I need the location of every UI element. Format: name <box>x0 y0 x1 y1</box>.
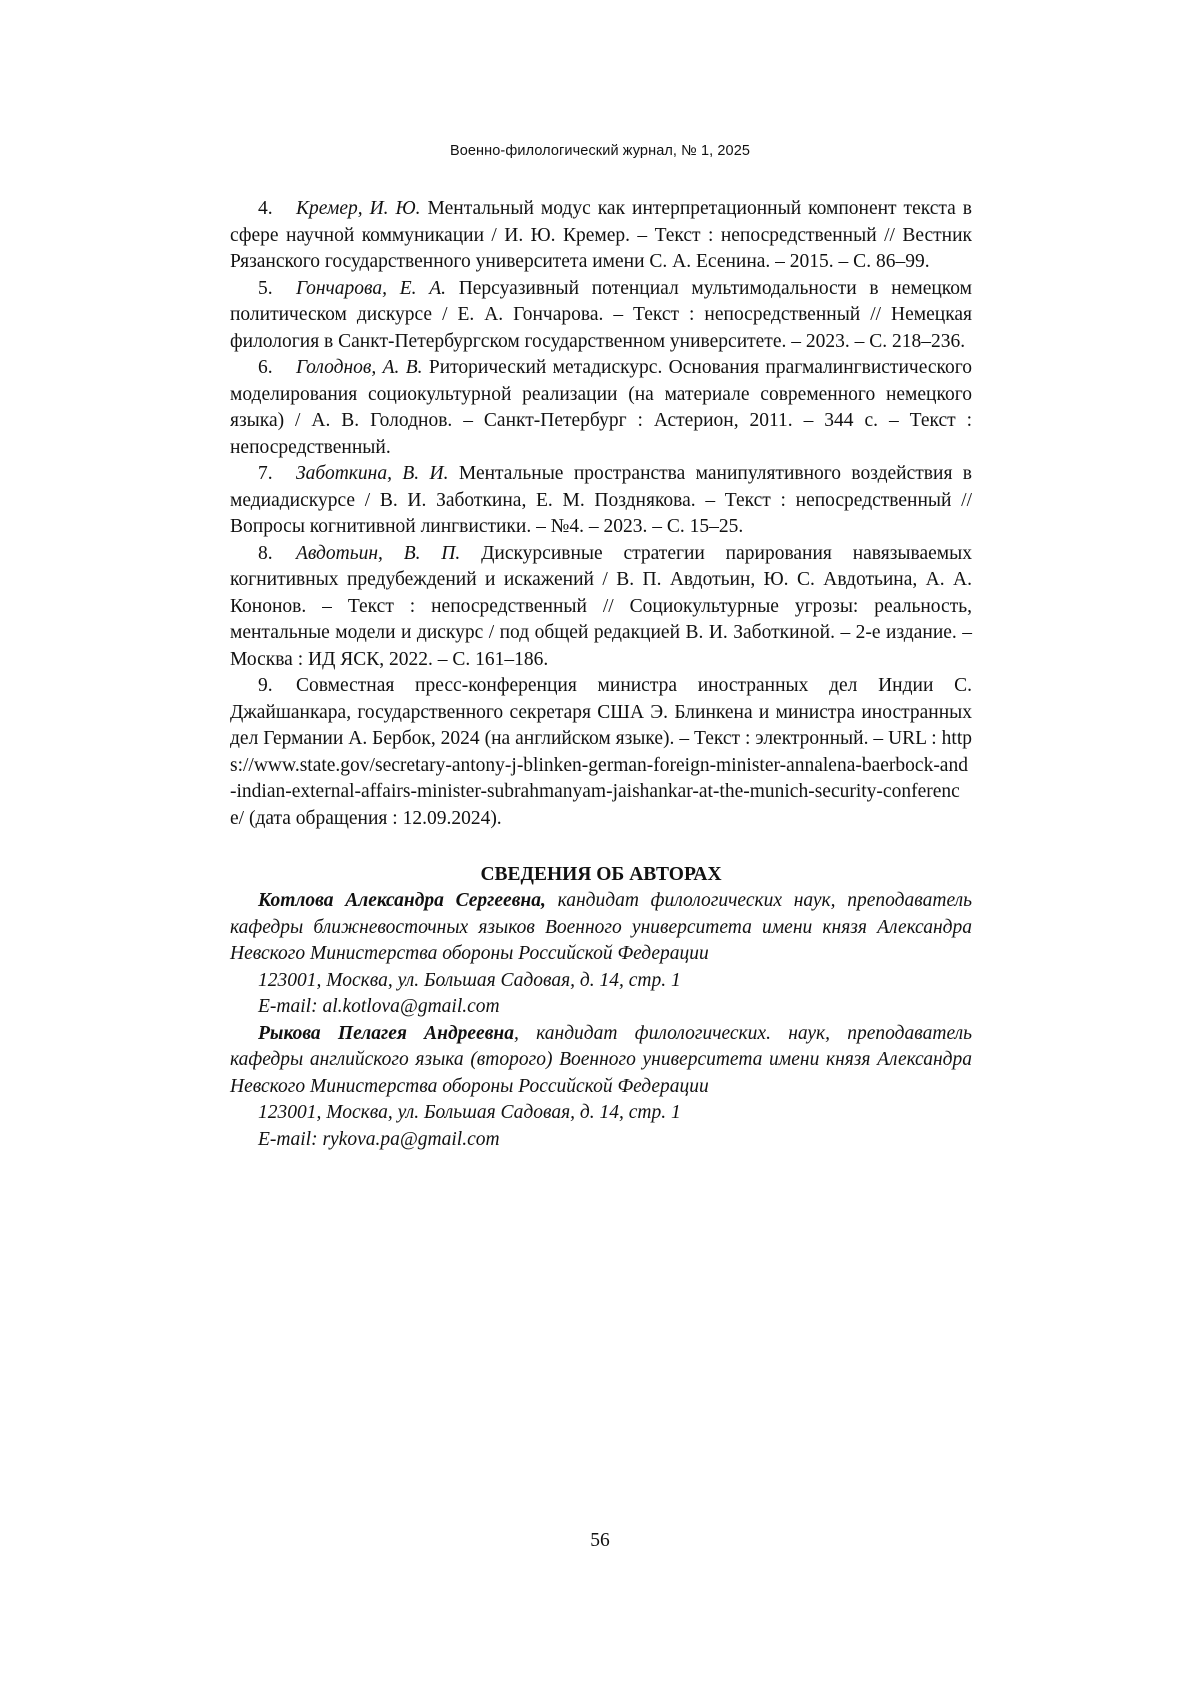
reference-text: Персуазивный потенциал мультимодальности в немецком политическом дискурсе / Е. А. Гончарова. – Текст : непосредственный // Немецкая филология в Санкт-Петербургском государственном университете. – 2023. – С. 218–236. <box>230 277 972 352</box>
reference-author: Гончарова, Е. А. <box>296 277 446 299</box>
reference-number: 5. <box>258 277 273 299</box>
reference-number: 4. <box>258 198 273 219</box>
reference-author: Голоднов, А. В. <box>296 357 423 378</box>
reference-list <box>230 196 972 832</box>
author-email[interactable]: E-mail: rykova.pa@gmail.com <box>258 1128 500 1150</box>
running-header: Военно-филологический журнал, № 1, 2025 <box>449 143 751 159</box>
author-name: Котлова Александра Сергеевна, <box>258 890 546 911</box>
reference-text-tail: (дата обращения : 12.09.2024). <box>244 807 502 829</box>
author-description: кандидат филологических наук, преподаватель кафедры ближневосточных языков Военного университета имени князя Александра Невского Министерства обороны Российской Федерации <box>230 890 972 964</box>
author-description: , кандидат филологических. наук, преподаватель кафедры английского языка (второго) Военного университета имени князя Александра Невского Министерства обороны Российской Федерации <box>230 1022 972 1097</box>
author-block-kotlova <box>230 888 972 1021</box>
reference-text: Совместная пресс-конференция министра иностранных дел Индии С. Джайшанкара, государственного секретаря США Э. Блинкена и министра иностранных дел Германии А. Бербок, 2024 (на английском языке). – Текст : электронный. – URL : <box>230 675 972 749</box>
page-content <box>230 196 972 1153</box>
author-address: 123001, Москва, ул. Большая Садовая, д. 14, стр. 1 <box>258 969 681 991</box>
reference-number: 6. <box>258 357 273 378</box>
reference-text: Ментальные пространства манипулятивного воздействия в медиадискурсе / В. И. Заботкина, Е. М. Позднякова. – Текст : непосредственный // Вопросы когнитивной лингвистики. – №4. – 2023. – С. 15–25. <box>230 463 973 537</box>
authors-section-title: СВЕДЕНИЯ ОБ АВТОРАХ <box>480 864 722 885</box>
author-info <box>230 1021 972 1101</box>
reference-item-8 <box>230 541 972 674</box>
page-number: 56 <box>590 1530 610 1551</box>
reference-item-4 <box>230 196 972 276</box>
reference-text: Риторический метадискурс. Основания прагмалингвистического моделирования социокультурной реализации (на материале современного немецкого языка) / А. В. Голоднов. – Санкт-Петербург : Астерион, 2011. – 344 с. – Текст : непосредственный. <box>230 357 972 458</box>
reference-author: Авдотьин, В. П. <box>296 542 461 564</box>
reference-item-7 <box>230 461 972 541</box>
author-block-rykova <box>230 1021 972 1154</box>
reference-text: Ментальный модус как интерпретационный компонент текста в сфере научной коммуникации / И. Ю. Кремер. – Текст : непосредственный // Вестник Рязанского государственного университета имени С. А. Есенина. – 2015. – С. 86–99. <box>230 198 972 272</box>
author-name: Рыкова Пелагея Андреевна <box>258 1022 515 1044</box>
reference-url-link[interactable]: https://www.state.gov/secretary-antony-j-blinken-german-foreign-minister-annalena-baerbock-and-indian-external-affairs-minister-subrahmanyam-jaishankar-at-the-munich-security-conference/ <box>230 728 972 829</box>
author-info <box>230 888 972 968</box>
reference-item-9 <box>230 673 972 832</box>
reference-author: Заботкина, В. И. <box>296 463 449 484</box>
author-email[interactable]: E-mail: al.kotlova@gmail.com <box>258 996 500 1017</box>
author-address: 123001, Москва, ул. Большая Садовая, д. 14, стр. 1 <box>258 1102 681 1123</box>
reference-author: Кремер, И. Ю. <box>296 198 421 219</box>
reference-number: 7. <box>258 463 273 484</box>
reference-number: 8. <box>258 542 273 564</box>
reference-number: 9. <box>258 675 273 696</box>
reference-item-6 <box>230 355 972 461</box>
reference-item-5 <box>230 276 972 356</box>
reference-text: Дискурсивные стратегии парирования навязываемых когнитивных предубеждений и искажений / В. П. Авдотьин, Ю. С. Авдотьина, А. А. Кононов. – Текст : непосредственный // Социокультурные угрозы: реальность, ментальные модели и дискурс / под общей редакцией В. И. Заботкиной. – 2-е издание. – Москва : ИД ЯСК, 2022. – С. 161–186. <box>230 542 972 670</box>
